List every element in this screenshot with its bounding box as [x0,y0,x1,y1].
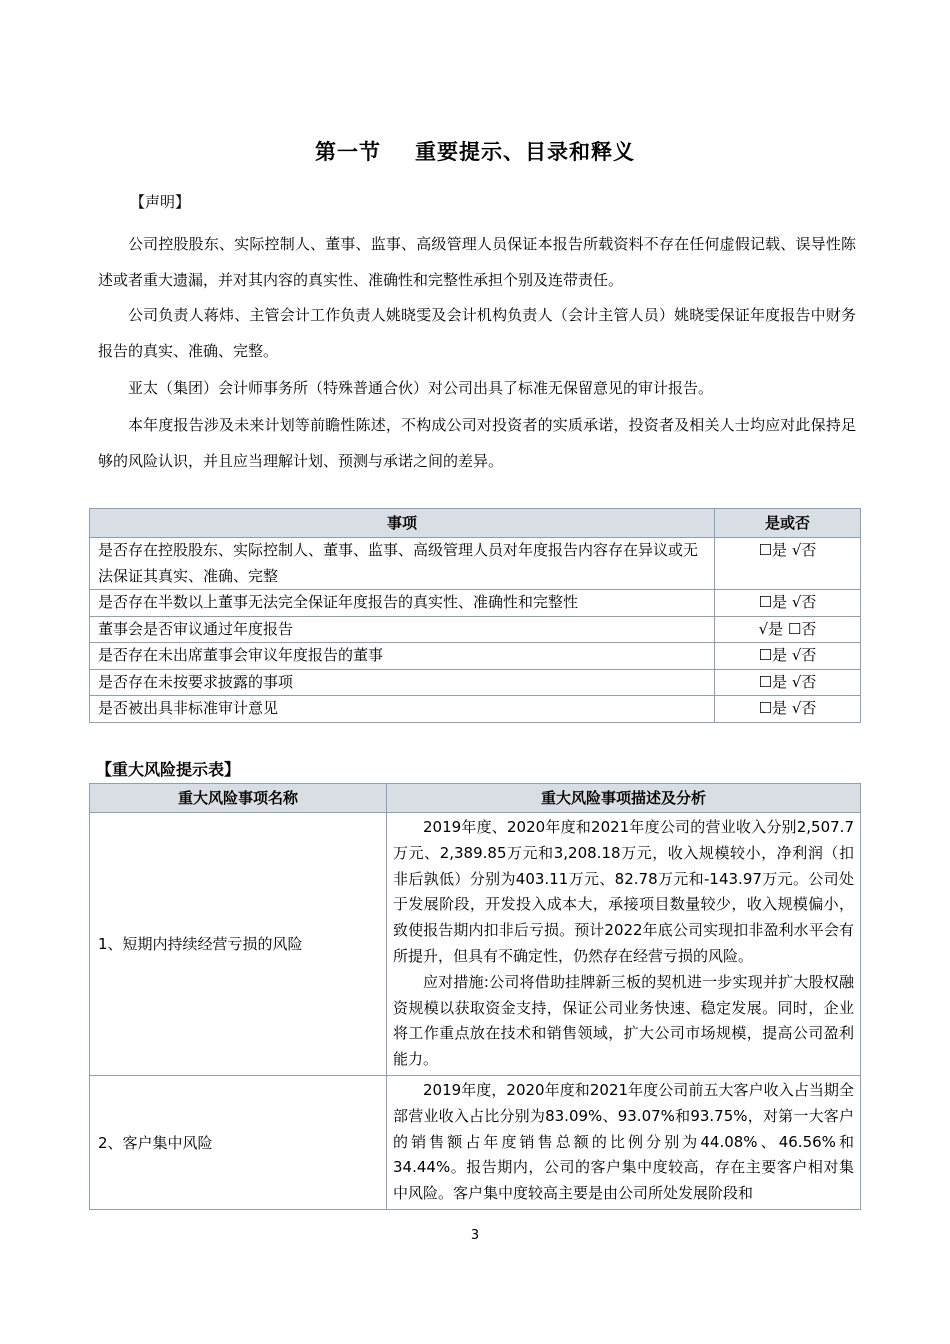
statement-paragraph-2: 公司负责人蒋炜、主管会计工作负责人姚晓雯及会计机构负责人（会计主管人员）姚晓雯保证年度报告中财务报告的真实、准确、完整。 [98,306,856,360]
row-item: 是否被出具非标准审计意见 [90,696,715,723]
row-item: 是否存在控股股东、实际控制人、董事、监事、高级管理人员对年度报告内容存在异议或无法保证其真实、准确、完整 [90,538,715,590]
row-answer: ☐是 √否 [715,669,861,696]
row-answer: √是 ☐否 [715,616,861,643]
table-row [90,696,861,723]
notice-label: 【声明】 [130,193,191,211]
table-row [90,813,861,1076]
row-answer: ☐是 √否 [715,696,861,723]
header-yes-no: 是或否 [715,509,861,538]
table-header-row [90,784,861,813]
risk-name: 1、短期内持续经营亏损的风险 [90,813,387,1076]
table-row [90,590,861,617]
table-header-row [90,509,861,538]
table-row [90,538,861,590]
risk-table-heading: 【重大风险提示表】 [96,760,241,779]
header-risk-desc: 重大风险事项描述及分析 [387,784,861,813]
section-title: 重要提示、目录和释义 [415,140,635,164]
row-item: 是否存在半数以上董事无法完全保证年度报告的真实性、准确性和完整性 [90,590,715,617]
section-number: 第一节 [315,140,381,164]
risk-desc-paragraph: 应对措施:公司将借助挂牌新三板的契机进一步实现并扩大股权融资规模以获取资金支持，保证公司业务快速、稳定发展。同时，企业将工作重点放在技术和销售领域，扩大公司市场规模，提高公司盈利能力。 [393,972,854,1069]
risk-description [387,813,861,1076]
row-answer: ☐是 √否 [715,643,861,670]
row-item: 是否存在未出席董事会审议年度报告的董事 [90,643,715,670]
row-answer: ☐是 √否 [715,590,861,617]
table-row [90,643,861,670]
row-answer: ☐是 √否 [715,538,861,590]
page-number: 3 [470,1228,480,1243]
risk-description [387,1075,861,1209]
risk-desc-paragraph: 2019年度，2020年度和2021年度公司前五大客户收入占当期全部营业收入占比分别为83.09%、93.07%和93.75%，对第一大客户的销售额占年度销售总额的比例分别为44.08%、46.56%和34.44%。报告期内，公司的客户集中度较高，存在主要客户相对集中风险。客户集中度较高主要是由公司所处发展阶段和 [393,1080,854,1203]
table-row [90,1075,861,1209]
statement-paragraph-4: 本年度报告涉及未来计划等前瞻性陈述，不构成公司对投资者的实质承诺，投资者及相关人士均应对此保持足够的风险认识，并且应当理解计划、预测与承诺之间的差异。 [98,416,856,470]
statement-paragraph-1: 公司控股股东、实际控制人、董事、监事、高级管理人员保证本报告所载资料不存在任何虚假记载、误导性陈述或者重大遗漏，并对其内容的真实性、准确性和完整性承担个别及连带责任。 [98,235,856,289]
row-item: 董事会是否审议通过年度报告 [90,616,715,643]
statement-paragraph-3: 亚太（集团）会计师事务所（特殊普通合伙）对公司出具了标准无保留意见的审计报告。 [128,379,714,397]
declaration-table [89,508,861,723]
risk-desc-paragraph: 2019年度、2020年度和2021年度公司的营业收入分别2,507.7万元、2,389.85万元和3,208.18万元，收入规模较小，净利润（扣非后孰低）分别为403.11万元、82.78万元和-143.97万元。公司处于发展阶段，开发投入成本大，承接项目数量较少，收入规模偏小，致使报告期内扣非后亏损。预计2022年底公司实现扣非盈利水平会有所提升，但具有不确定性，仍然存在经营亏损的风险。 [393,818,854,965]
risk-table [89,783,861,1210]
header-risk-name: 重大风险事项名称 [90,784,387,813]
row-item: 是否存在未按要求披露的事项 [90,669,715,696]
table-row [90,669,861,696]
table-row [90,616,861,643]
risk-name: 2、客户集中风险 [90,1075,387,1209]
page-title [0,136,950,166]
header-item: 事项 [90,509,715,538]
